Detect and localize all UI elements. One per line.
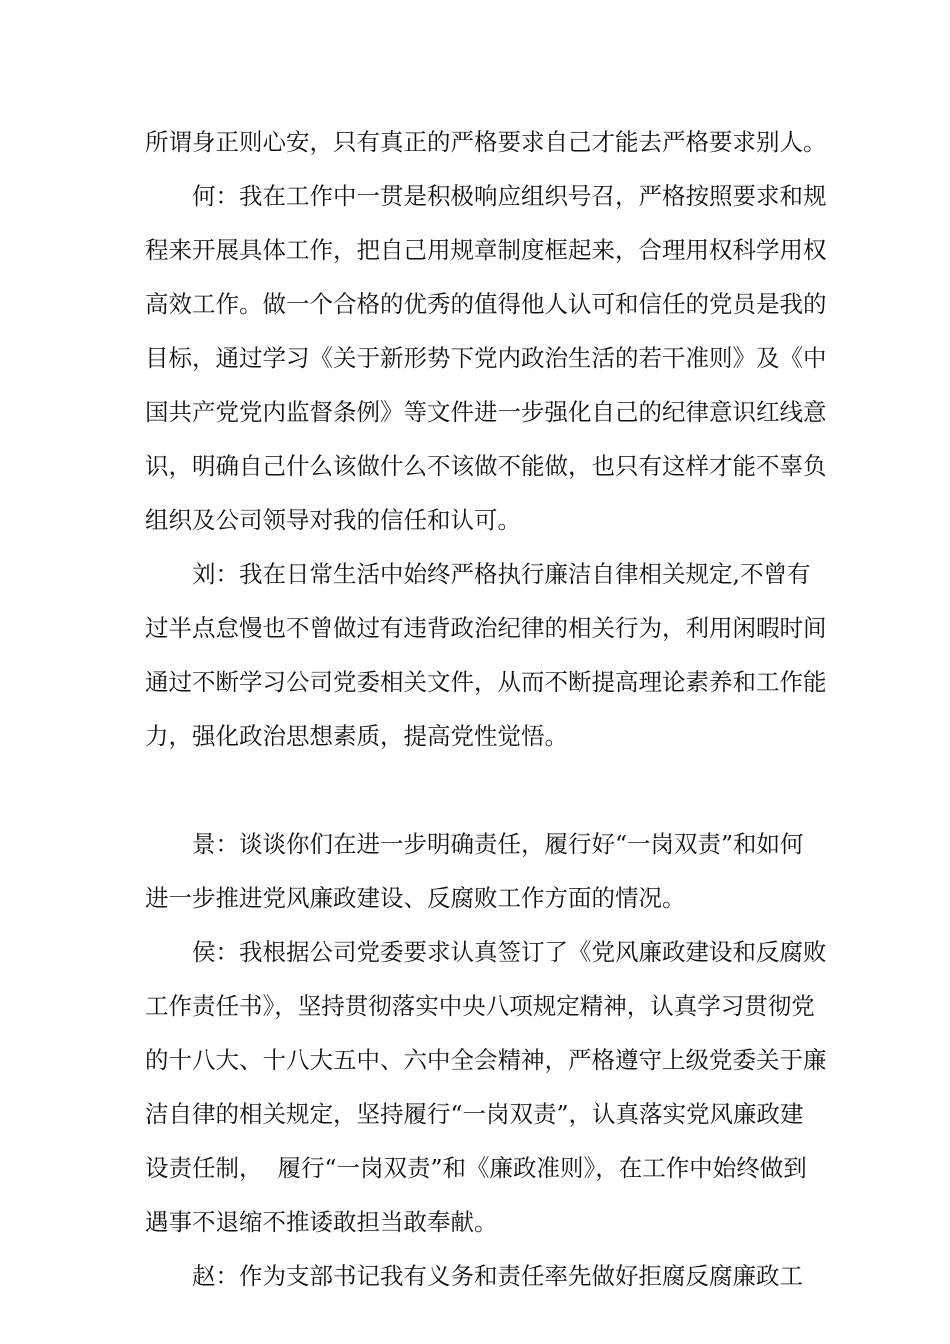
paragraph-jing (145, 817, 809, 925)
text-line: 高效工作。做一个合格的优秀的值得他人认可和信任的党员是我的 (145, 290, 827, 318)
text-line: 组织及公司领导对我的信任和认可。 (145, 506, 521, 534)
text-line: 何：我在工作中一贯是积极响应组织号召，严格按照要求和规 (192, 182, 827, 210)
paragraph-he (145, 169, 827, 547)
text-line: 过半点怠慢也不曾做过有违背政治纪律的相关行为，利用闲暇时间 (145, 614, 827, 642)
text-line: 刘：我在日常生活中始终严格执行廉洁自律相关规定,不曾有 (192, 560, 811, 588)
text-line: 目标，通过学习《关于新形势下党内政治生活的若干准则》及《中 (145, 344, 827, 372)
text-line: 识，明确自己什么该做什么不该做不能做，也只有这样才能不辜负 (145, 452, 827, 480)
blank-line (145, 763, 809, 817)
text-line: 设责任制， 履行“一岗双责”和《廉政准则》，在工作中始终做到 (145, 1154, 807, 1182)
text-line: 侯：我根据公司党委要求认真签订了《党风廉政建设和反腐败 (192, 938, 827, 966)
text-line: 程来开展具体工作，把自己用规章制度框起来，合理用权科学用权 (145, 236, 827, 264)
text-line: 力，强化政治思想素质，提高党性觉悟。 (145, 722, 568, 750)
text-line: 所谓身正则心安，只有真正的严格要求自己才能去严格要求别人。 (145, 128, 827, 156)
text-line: 国共产党党内监督条例》等文件进一步强化自己的纪律意识红线意 (145, 398, 827, 426)
text-line: 遇事不退缩不推诿敢担当敢奉献。 (145, 1208, 498, 1236)
text-line: 进一步推进党风廉政建设、反腐败工作方面的情况。 (145, 884, 686, 912)
document-body (145, 115, 827, 1303)
text-line: 赵：作为支部书记我有义务和责任率先做好拒腐反腐廉政工 (192, 1262, 803, 1290)
paragraph-liu (145, 547, 827, 763)
paragraph-continuation (145, 115, 827, 169)
text-line: 洁自律的相关规定，坚持履行“一岗双责”，认真落实党风廉政建 (145, 1100, 804, 1128)
text-line: 景：谈谈你们在进一步明确责任，履行好“一岗双责”和如何 (192, 830, 804, 858)
text-line: 工作责任书》，坚持贯彻落实中央八项规定精神，认真学习贯彻党 (145, 992, 815, 1020)
text-line: 的十八大、十八大五中、六中全会精神，严格遵守上级党委关于廉 (145, 1046, 827, 1074)
paragraph-hou (145, 925, 827, 1249)
text-line: 通过不断学习公司党委相关文件，从而不断提高理论素养和工作能 (145, 668, 827, 696)
paragraph-zhao (145, 1249, 809, 1303)
